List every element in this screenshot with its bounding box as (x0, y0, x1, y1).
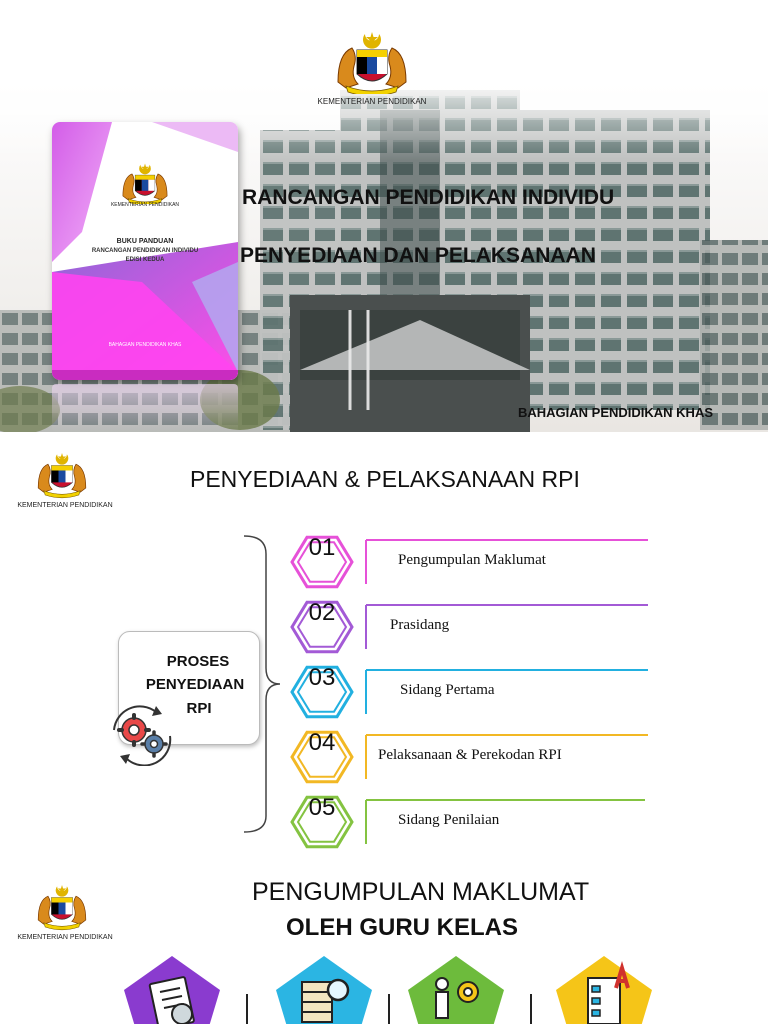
book-title-line2: RANCANGAN PENDIDIKAN INDIVIDU (91, 248, 199, 254)
step-label: Sidang Penilaian (398, 812, 500, 828)
process-label-line2: PENYEDIAAN (145, 676, 245, 693)
icon-separator (246, 994, 248, 1024)
process-diagram (0, 432, 768, 864)
teacher-gear-icon (406, 954, 506, 1024)
process-label-line3: RPI (186, 700, 212, 717)
process-slide (0, 432, 768, 864)
book-reflection (52, 384, 238, 432)
icon-separator (388, 994, 390, 1024)
book-ministry-label: KEMENTERIAN PENDIDIKAN (110, 202, 180, 208)
ministry-label: KEMENTERIAN PENDIDIKAN (17, 934, 113, 941)
book-department: BAHAGIAN PENDIDIKAN KHAS (108, 342, 182, 348)
step-number: 01 (308, 534, 336, 561)
icon-separator (530, 994, 532, 1024)
ministry-label: KEMENTERIAN PENDIDIKAN (17, 502, 113, 509)
slide-title: PENYEDIAAN & PELAKSANAAN RPI (190, 466, 580, 492)
process-label-line1: PROSES (166, 653, 230, 670)
step-number: 02 (308, 599, 336, 626)
book-title-line1: BUKU PANDUAN (116, 238, 174, 245)
book-title-line3: EDISI KEDUA (125, 257, 165, 263)
grade-report-icon (554, 954, 654, 1024)
cover-department: BAHAGIAN PENDIDIKAN KHAS (518, 405, 714, 420)
step-label: Prasidang (390, 617, 450, 633)
ministry-label: KEMENTERIAN PENDIDIKAN (317, 97, 427, 106)
data-search-icon (274, 954, 374, 1024)
cover-slide (0, 0, 768, 432)
step-number: 03 (308, 664, 336, 691)
step-number: 05 (308, 794, 336, 821)
step-label: Sidang Pertama (400, 682, 495, 698)
step-label: Pengumpulan Maklumat (398, 552, 546, 568)
book-crest-icon (119, 162, 171, 204)
info-gathering-slide (0, 864, 768, 1024)
gears-cycle-icon (104, 700, 180, 766)
cover-title-line1: RANCANGAN PENDIDIKAN INDIVIDU (242, 186, 615, 209)
malaysia-crest-icon (332, 30, 412, 94)
step-label: Pelaksanaan & Perekodan RPI (378, 747, 562, 763)
step-number: 04 (308, 729, 336, 756)
cover-title-line2: PENYEDIAAN DAN PELAKSANAAN (240, 244, 596, 267)
checklist-icon (122, 954, 222, 1024)
malaysia-crest-icon (34, 880, 90, 932)
slide-title-line1: PENGUMPULAN MAKLUMAT (252, 878, 590, 906)
slide-title-line2: OLEH GURU KELAS (286, 914, 519, 941)
guidebook-cover (52, 122, 238, 380)
